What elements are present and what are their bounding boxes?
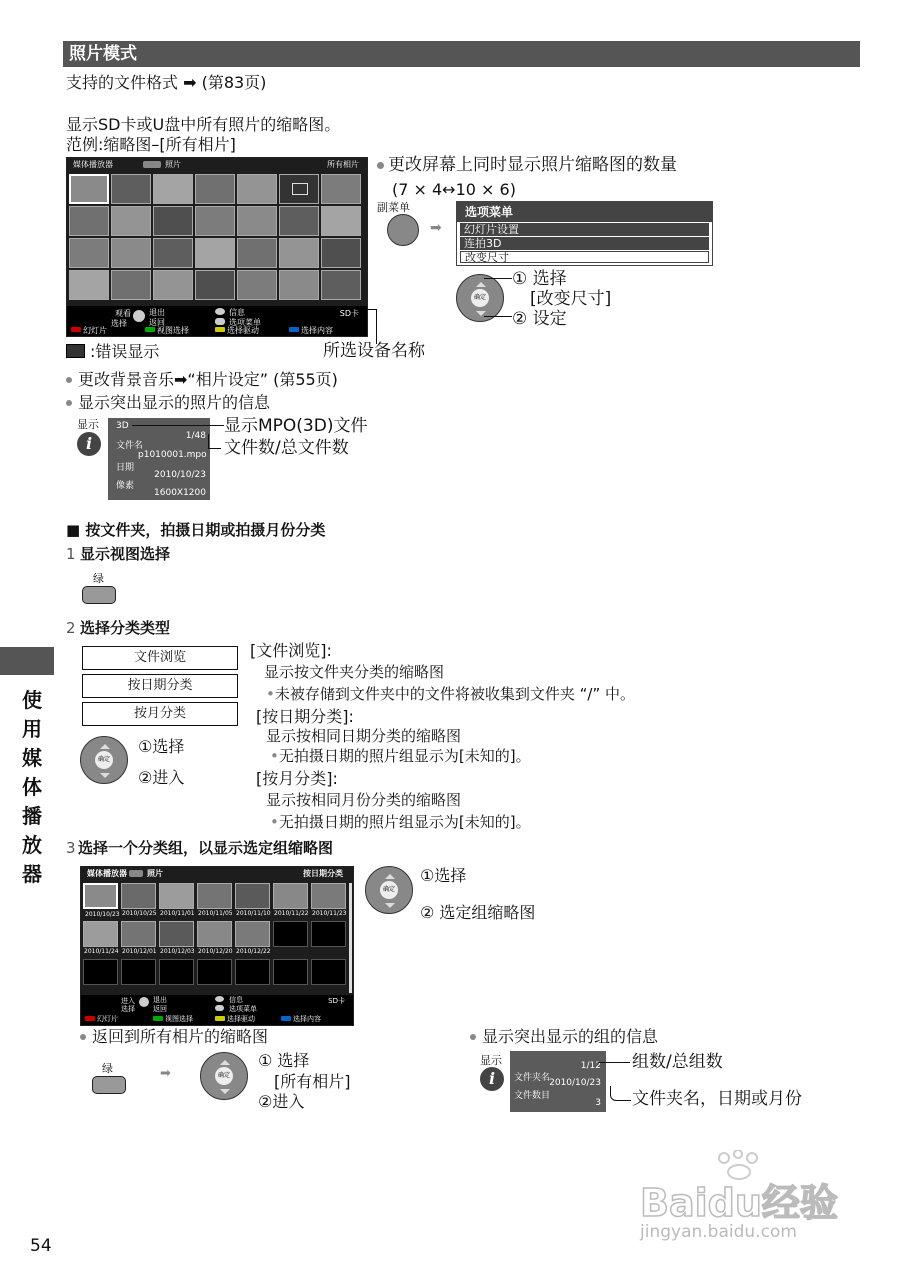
side-title-char: 使 — [22, 688, 42, 712]
photo-thumbnail[interactable] — [279, 174, 319, 204]
desc-browse-title: [文件浏览]: — [250, 641, 332, 660]
tv2-view-select: 视图选择 — [165, 1015, 193, 1023]
group-info-box — [510, 1051, 606, 1112]
step2-number: 2 — [66, 619, 76, 637]
tv1-device: SD卡 — [339, 309, 359, 318]
date-group-label: 2010/12/03 — [160, 948, 195, 955]
green-button-2[interactable] — [92, 1076, 126, 1094]
empty-group-slot — [311, 921, 346, 947]
dpad-mini-icon — [133, 310, 145, 322]
tv1-exit: 退出 — [149, 308, 165, 317]
date-group-label: 2010/11/23 — [312, 910, 347, 917]
photo-date: 2010/10/23 — [154, 470, 206, 480]
red-key-icon — [71, 327, 81, 332]
photo-info-box — [108, 418, 210, 500]
tv2-back: 返回 — [153, 1005, 167, 1013]
mpo-note: 显示MPO(3D)文件 — [224, 416, 368, 436]
leader-line — [598, 1062, 630, 1065]
tv1-info: 信息 — [229, 308, 245, 317]
photo-date-label: 日期 — [116, 463, 135, 473]
submenu-button[interactable] — [387, 214, 419, 246]
dpad-b[interactable] — [80, 736, 128, 784]
option-mini-icon — [215, 1005, 224, 1011]
dpad-a-target: [改变尺寸] — [530, 289, 612, 309]
display-label: 显示 — [77, 418, 99, 431]
tv1-watch: 观看 — [115, 309, 131, 318]
section-title: 照片模式 — [63, 41, 860, 67]
bullet-dot — [66, 377, 72, 383]
date-group-thumbnail[interactable] — [235, 921, 271, 955]
page-number: 54 — [30, 1236, 52, 1256]
date-group-label: 2010/11/22 — [274, 910, 309, 917]
leader-line — [208, 434, 221, 449]
error-icon — [66, 344, 85, 358]
photo-3d-label: 3D — [116, 421, 129, 431]
side-title-char: 用 — [22, 717, 42, 741]
empty-group-slot — [83, 959, 118, 985]
green-key-icon — [145, 327, 155, 332]
sort-option-by-date[interactable]: 按日期分类 — [82, 674, 238, 698]
camera-icon — [129, 870, 143, 877]
dpad-a[interactable] — [456, 274, 504, 322]
photo-thumbnail[interactable] — [195, 174, 235, 204]
tv2-header — [81, 867, 353, 881]
yellow-key-icon — [215, 327, 225, 332]
tv1-slideshow: 幻灯片 — [83, 326, 107, 335]
side-title-char: 体 — [22, 775, 42, 799]
photo-thumbnail[interactable] — [153, 270, 193, 300]
dpad-c[interactable] — [365, 866, 413, 914]
step3-text: 选择一个分类组，以显示选定组缩略图 — [78, 839, 334, 857]
tv2-select-content: 选择内容 — [293, 1015, 321, 1023]
dpad-mini-icon — [139, 997, 149, 1007]
option-menu-item-slideshow[interactable]: 幻灯片设置 — [460, 223, 709, 236]
photo-thumbnail[interactable] — [279, 238, 319, 268]
photo-thumbnail[interactable] — [279, 270, 319, 300]
empty-group-slot — [197, 959, 232, 985]
bullet-dot — [66, 400, 72, 406]
empty-group-slot — [311, 959, 346, 985]
tv2-submenu: 选项菜单 — [229, 1005, 257, 1013]
side-title-char: 放 — [22, 833, 42, 857]
date-group-thumbnail[interactable] — [235, 883, 271, 917]
desc-month-text: 显示按相同月份分类的缩略图 — [266, 791, 462, 809]
photo-thumbnail[interactable] — [237, 174, 277, 204]
ok-button-icon: 确定 — [380, 881, 398, 899]
desc-date-text: 显示按相同日期分类的缩略图 — [266, 727, 462, 745]
tv1-mode: 照片 — [165, 160, 181, 169]
dpad-d-enter: ②进入 — [258, 1092, 305, 1111]
photo-thumbnail[interactable] — [195, 206, 235, 236]
dpad-b-select: ①选择 — [138, 737, 185, 756]
group-files-label: 文件数目 — [514, 1091, 551, 1101]
tv1-view: 所有相片 — [327, 160, 359, 169]
date-group-label: 2010/12/22 — [236, 948, 271, 955]
empty-group-slot — [273, 959, 308, 985]
tv1-select-content: 选择内容 — [301, 326, 333, 335]
date-group-label: 2010/12/01 — [122, 948, 157, 955]
group-screen-by-date — [80, 866, 354, 1026]
bullet-dot — [377, 162, 384, 169]
tv1-header — [67, 158, 367, 172]
date-group-thumbnail[interactable] — [273, 883, 309, 917]
leader-line — [484, 278, 512, 281]
dpad-a-select: ① 选择 — [512, 269, 567, 289]
empty-group-slot — [121, 959, 156, 985]
date-group-thumbnail[interactable] — [159, 883, 195, 917]
photo-thumbnail[interactable] — [153, 174, 193, 204]
option-menu-item-burst-3d[interactable]: 连拍3D — [460, 237, 709, 250]
dpad-d-target: [所有相片] — [274, 1072, 351, 1091]
up-arrow-icon — [385, 869, 395, 879]
tv2-device: SD卡 — [328, 997, 345, 1005]
scrollbar[interactable] — [349, 883, 352, 993]
tv1-footer — [67, 306, 367, 336]
device-leader-line — [366, 309, 377, 344]
tv2-app: 媒体播放器 — [87, 869, 127, 878]
file-count-note: 文件数/总文件数 — [224, 438, 349, 458]
tv2-select-drive: 选择驱动 — [227, 1015, 255, 1023]
step1-number: 1 — [66, 545, 76, 563]
date-group-thumbnail[interactable] — [83, 921, 119, 955]
bgm-line: 更改背景音乐➡“相片设定” (第55页) — [78, 370, 338, 389]
bullet-dot — [470, 1034, 476, 1040]
info-button-icon-2[interactable]: i — [480, 1067, 504, 1091]
group-count: 1/12 — [580, 1061, 601, 1071]
leader-line — [484, 316, 512, 319]
formats-line: 支持的文件格式 ➡ (第83页) — [66, 73, 267, 92]
photo-thumbnail[interactable] — [111, 238, 151, 268]
red-key-icon — [85, 1016, 95, 1021]
desc-browse-note: •未被存储到文件夹中的文件将被收集到文件夹 “/” 中。 — [266, 685, 635, 703]
dpad-c-select: ①选择 — [420, 866, 467, 885]
empty-group-slot — [159, 959, 194, 985]
photo-thumbnail[interactable] — [153, 206, 193, 236]
dpad-d[interactable] — [200, 1052, 248, 1100]
photo-thumbnail[interactable] — [321, 174, 361, 204]
thumbnail-screen-all-photos — [66, 157, 368, 337]
group-files: 3 — [595, 1098, 601, 1108]
date-group-thumbnail[interactable] — [159, 921, 195, 955]
tv1-select-drive: 选择驱动 — [227, 326, 259, 335]
side-title-char: 媒 — [22, 746, 42, 770]
down-arrow-icon — [385, 903, 395, 913]
tv1-app: 媒体播放器 — [73, 160, 113, 169]
sort-option-by-month[interactable]: 按月分类 — [82, 702, 238, 726]
date-group-label: 2010/12/20 — [198, 948, 233, 955]
display-label-2: 显示 — [480, 1054, 502, 1067]
desc-month-note: •无拍摄日期的照片组显示为[未知的]。 — [270, 813, 531, 831]
date-group-thumbnail[interactable] — [197, 921, 233, 955]
desc-date-note: •无拍摄日期的照片组显示为[未知的]。 — [270, 747, 531, 765]
tv1-submenu: 选项菜单 — [229, 318, 261, 327]
group-folder-label: 文件夹名 — [514, 1073, 551, 1083]
tv2-select: 选择 — [121, 1005, 135, 1013]
date-group-label: 2010/11/05 — [198, 910, 233, 917]
error-display-text: :错误显示 — [90, 342, 160, 361]
tv2-mode: 照片 — [147, 869, 163, 878]
up-arrow-icon — [100, 739, 110, 749]
arrow-right-icon: ➡ — [430, 220, 442, 236]
green-key-icon — [153, 1016, 163, 1021]
photo-pixel-label: 像素 — [116, 481, 135, 491]
date-group-label: 2010/10/23 — [85, 911, 120, 918]
photo-thumbnail[interactable] — [69, 270, 109, 300]
tv2-slideshow: 幻灯片 — [97, 1015, 118, 1023]
group-count-note: 组数/总组数 — [632, 1052, 723, 1072]
photo-thumbnail[interactable] — [111, 206, 151, 236]
date-group-label: 2010/11/10 — [236, 910, 271, 917]
photo-filename: p1010001.mpo — [138, 450, 207, 460]
photo-thumbnail[interactable] — [69, 206, 109, 236]
side-tab — [0, 647, 54, 675]
side-title-char: 播 — [22, 804, 42, 828]
tv2-enter: 进入 — [121, 997, 135, 1005]
date-group-label: 2010/11/01 — [160, 910, 195, 917]
tv2-view: 按日期分类 — [303, 869, 343, 878]
photo-thumbnail[interactable] — [237, 238, 277, 268]
leader-line — [610, 1086, 631, 1101]
option-menu — [456, 201, 713, 266]
photo-thumbnail[interactable] — [321, 206, 361, 236]
date-group-label: 2010/11/24 — [84, 948, 119, 955]
desc-browse-text: 显示按文件夹分类的缩略图 — [264, 663, 445, 681]
highlight-info-text: 显示突出显示的照片的信息 — [78, 393, 271, 412]
date-group-thumbnail[interactable] — [197, 883, 233, 917]
option-menu-title: 选项菜单 — [457, 202, 712, 222]
empty-group-slot — [273, 921, 308, 947]
down-arrow-icon — [100, 773, 110, 783]
photo-thumbnail[interactable] — [321, 238, 361, 268]
photo-thumbnail[interactable] — [195, 270, 235, 300]
leader-line — [132, 425, 224, 428]
sort-heading: ■ 按文件夹，拍摄日期或拍摄月份分类 — [66, 521, 326, 539]
photo-thumbnail[interactable] — [69, 174, 109, 204]
submenu-label: 副菜单 — [377, 201, 410, 214]
step3-number: 3 — [66, 839, 76, 857]
green-button[interactable] — [82, 586, 116, 604]
date-group-thumbnail[interactable] — [121, 921, 157, 955]
example-label: 范例:缩略图–[所有相片] — [66, 135, 236, 154]
bullet-dot — [80, 1034, 86, 1040]
photo-filename-label: 文件名 — [116, 441, 144, 451]
dpad-a-set: ② 设定 — [512, 309, 567, 329]
tv2-exit: 退出 — [153, 996, 167, 1004]
photo-thumbnail[interactable] — [321, 270, 361, 300]
date-group-thumbnail[interactable] — [83, 883, 120, 918]
option-menu-item-resize[interactable]: 改变尺寸 — [460, 251, 709, 263]
photo-thumbnail[interactable] — [153, 238, 193, 268]
yellow-key-icon — [215, 1016, 225, 1021]
photo-thumbnail[interactable] — [111, 270, 151, 300]
group-date: 2010/10/23 — [549, 1078, 601, 1088]
ok-button[interactable]: 确定 — [471, 289, 489, 307]
intro-text: 显示SD卡或U盘中所有照片的缩略图。 — [66, 115, 341, 134]
empty-group-slot — [235, 959, 270, 985]
back-all-text: 返回到所有相片的缩略图 — [92, 1027, 269, 1046]
tv1-view-select: 视图选择 — [157, 326, 189, 335]
photo-thumbnail[interactable] — [279, 206, 319, 236]
dpad-c-thumb: ② 选定组缩略图 — [420, 903, 536, 922]
date-group-label: 2010/10/25 — [122, 910, 157, 917]
dpad-d-select: ① 选择 — [258, 1051, 310, 1070]
step1-text: 显示视图选择 — [80, 545, 171, 563]
tv2-info: 信息 — [229, 996, 243, 1004]
watermark-url: jingyan.baidu.com — [640, 1222, 797, 1242]
watermark-logo: Baidu经验 — [640, 1181, 838, 1225]
tv2-footer — [81, 995, 353, 1025]
change-count-text: 更改屏幕上同时显示照片缩略图的数量 — [388, 155, 677, 175]
photo-thumbnail[interactable] — [237, 270, 277, 300]
side-title-char: 器 — [22, 862, 42, 886]
camera-icon — [143, 161, 161, 168]
photo-thumbnail[interactable] — [69, 238, 109, 268]
group-grid — [81, 881, 349, 993]
green-label-2: 绿 — [102, 1062, 113, 1075]
info-mini-icon — [215, 996, 224, 1002]
blue-key-icon — [281, 1016, 291, 1021]
photo-thumbnail[interactable] — [111, 174, 151, 204]
photo-thumbnail[interactable] — [195, 238, 235, 268]
photo-thumbnail[interactable] — [237, 206, 277, 236]
option-mini-icon — [215, 318, 225, 325]
group-info-title: 显示突出显示的组的信息 — [482, 1027, 659, 1046]
desc-date-title: [按日期分类]: — [256, 707, 354, 726]
ok-button-icon: 确定 — [95, 751, 113, 769]
tv1-select: 选择 — [111, 319, 127, 328]
error-thumbnail-icon — [292, 183, 308, 195]
info-mini-icon — [215, 308, 225, 315]
selected-device-label: 所选设备名称 — [323, 341, 425, 361]
dpad-b-enter: ②进入 — [138, 768, 185, 787]
down-arrow-icon — [220, 1089, 230, 1099]
count-values: (7 × 4↔10 × 6) — [392, 180, 516, 199]
blue-key-icon — [289, 327, 299, 332]
sort-option-browse[interactable]: 文件浏览 — [82, 646, 238, 670]
thumbnail-grid — [67, 174, 367, 304]
desc-month-title: [按月分类]: — [256, 769, 338, 788]
group-name-note: 文件夹名，日期或月份 — [632, 1089, 802, 1109]
ok-button-icon: 确定 — [215, 1067, 233, 1085]
date-group-thumbnail[interactable] — [311, 883, 347, 917]
arrow-right-icon: ➡ — [160, 1066, 171, 1081]
green-label: 绿 — [93, 572, 104, 585]
side-title — [22, 686, 42, 889]
info-button-icon[interactable]: i — [77, 432, 101, 456]
photo-count: 1/48 — [185, 431, 206, 441]
tv1-back: 返回 — [149, 318, 165, 327]
up-arrow-icon — [220, 1055, 230, 1065]
step2-text: 选择分类类型 — [80, 619, 171, 637]
date-group-thumbnail[interactable] — [121, 883, 157, 917]
photo-pixels: 1600X1200 — [154, 488, 206, 498]
